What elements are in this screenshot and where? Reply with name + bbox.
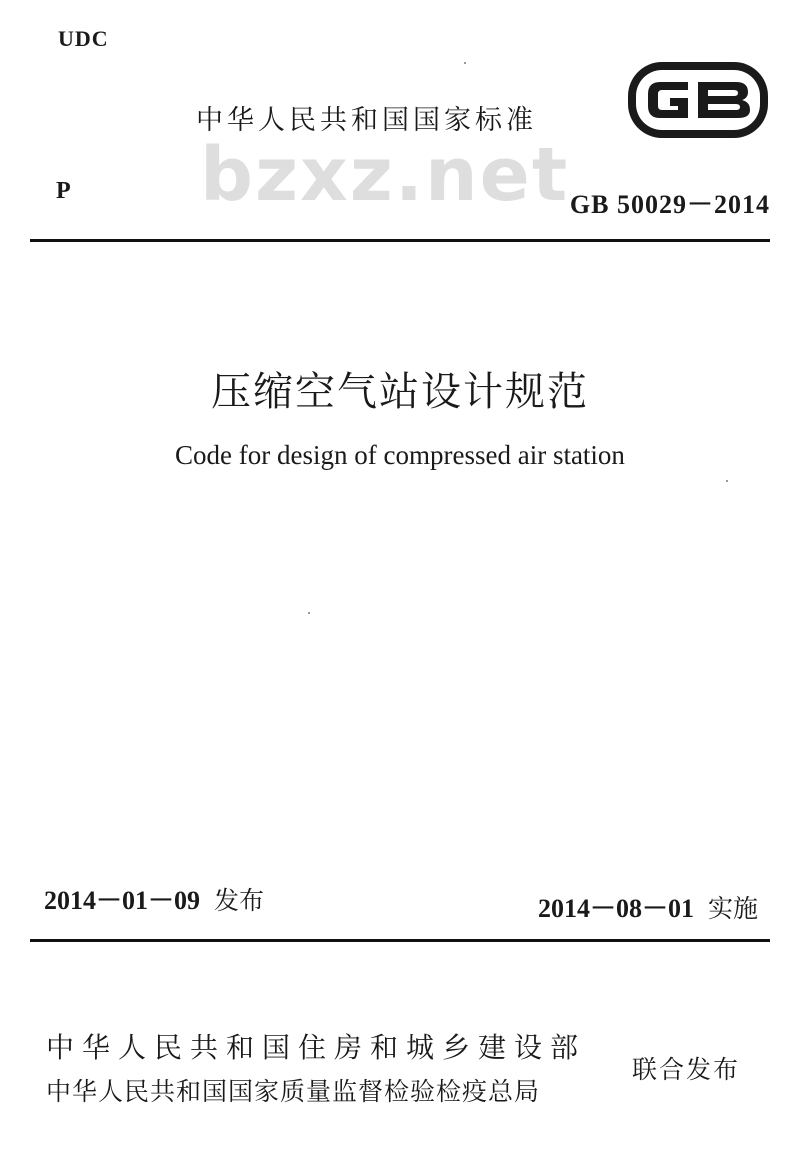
watermark-text: bzxz.net [200, 132, 570, 218]
issue-date-line [44, 880, 264, 917]
implement-word: 实施 [707, 894, 758, 923]
implement-date: 2014－08－01 [537, 894, 694, 923]
document-title-english: Code for design of compressed air station [175, 440, 625, 470]
standard-type-title: 中华人民共和国国家标准 [196, 105, 537, 136]
category-letter: P [56, 178, 71, 204]
issuer-quality-administration: 中华人民共和国国家质量监督检验检疫总局 [46, 1077, 541, 1106]
issue-date: 2014－01－09 [44, 886, 201, 915]
scan-speck [308, 612, 310, 614]
issue-word: 发布 [214, 886, 265, 915]
issuer-ministry-housing: 中华人民共和国住房和城乡建设部 [46, 1031, 587, 1064]
document-title-chinese: 压缩空气站设计规范 [211, 369, 589, 415]
standard-number: GB 50029－2014 [569, 190, 770, 219]
implement-date-line [538, 888, 758, 925]
gb-logo-icon [626, 60, 770, 140]
bottom-divider [30, 939, 770, 942]
top-divider [30, 239, 770, 242]
scan-speck [464, 62, 466, 64]
scan-speck [726, 480, 728, 482]
udc-label: UDC [58, 26, 109, 51]
joint-issue-label: 联合发布 [632, 1055, 741, 1084]
